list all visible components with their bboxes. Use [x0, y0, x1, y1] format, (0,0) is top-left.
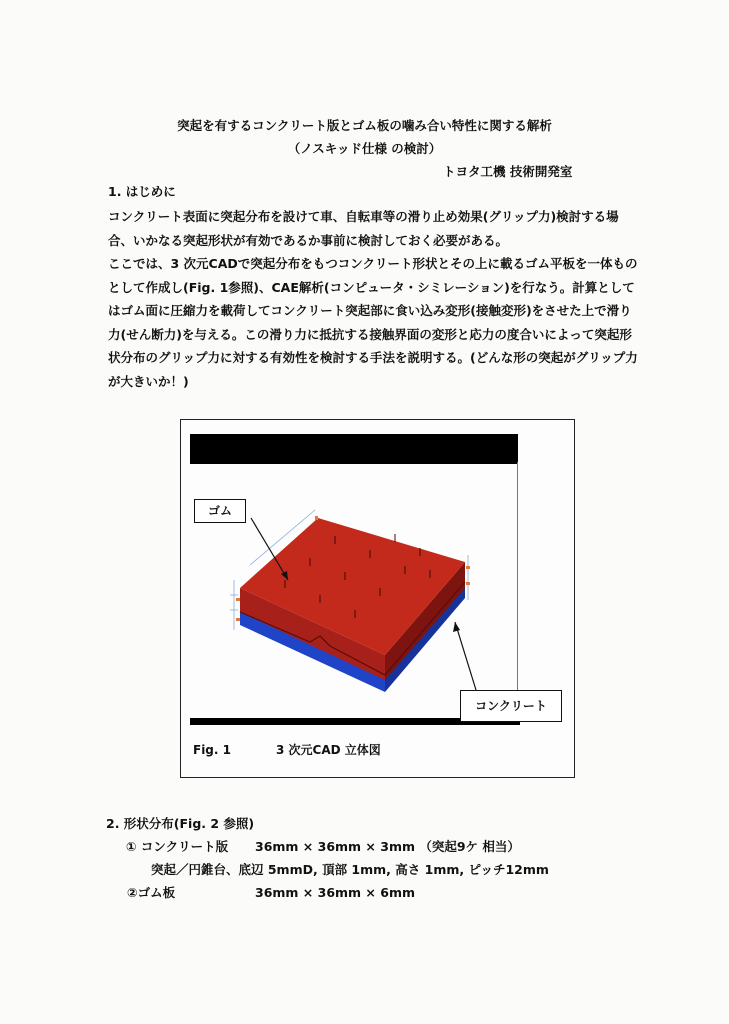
section1-paragraph1: コンクリート表面に突起分布を設けて車、自転車等の滑り止め効果(グリップ力)検討する場合、いかなる突起形状が有効であるか事前に検討しておく必要がある。	[108, 209, 619, 248]
document-title: 突起を有するコンクリート版とゴム板の噛み合い特性に関する解析	[177, 118, 552, 133]
figure1-frame-line	[517, 462, 518, 718]
item2-value: 36mm × 36mm × 6mm	[255, 885, 415, 900]
item1-detail: 突起／円錐台、底辺 5mmD, 頂部 1mm, 高さ 1mm, ピッチ12mm	[151, 862, 549, 877]
item1-label: ① コンクリート版	[126, 839, 229, 854]
concrete-arrow-line	[455, 622, 476, 690]
figure1-caption-number: Fig. 1	[193, 743, 231, 757]
label-rubber: ゴム	[194, 499, 246, 523]
label-concrete: コンクリート	[460, 690, 562, 722]
section2-heading: 2. 形状分布(Fig. 2 参照)	[106, 816, 255, 831]
item1-value: 36mm × 36mm × 3mm （突起9ケ 相当）	[255, 839, 520, 854]
figure1-top-bar	[190, 434, 518, 464]
section1-paragraph2: ここでは、3 次元CADで突起分布をもつコンクリート形状とその上に載るゴム平板を一体ものとして作成し(Fig. 1参照)、CAE解析(コンピュータ・シミレーション)を行なう。計算としてはゴム面に圧縮力を載荷してコンクリート突起部に食い込み変形(接触変形)をさせた上で滑り力(せん断力)を与える。この滑り力に抵抗する接触界面の変形と応力の度合いによって突起形状分布のグリップ力に対する有効性を検討する手法を説明する。(どんな形の突起がグリップ力が大きいか！)	[108, 256, 638, 389]
document-subtitle: （ノスキッド仕様 の検討）	[287, 141, 442, 156]
figure1-caption-text: 3 次元CAD 立体図	[276, 743, 381, 757]
affiliation: トヨタ工機 技術開発室	[443, 164, 573, 179]
concrete-arrow-head	[453, 622, 460, 632]
section1-heading: 1. はじめに	[108, 184, 176, 199]
item2-label: ②ゴム板	[127, 885, 176, 900]
